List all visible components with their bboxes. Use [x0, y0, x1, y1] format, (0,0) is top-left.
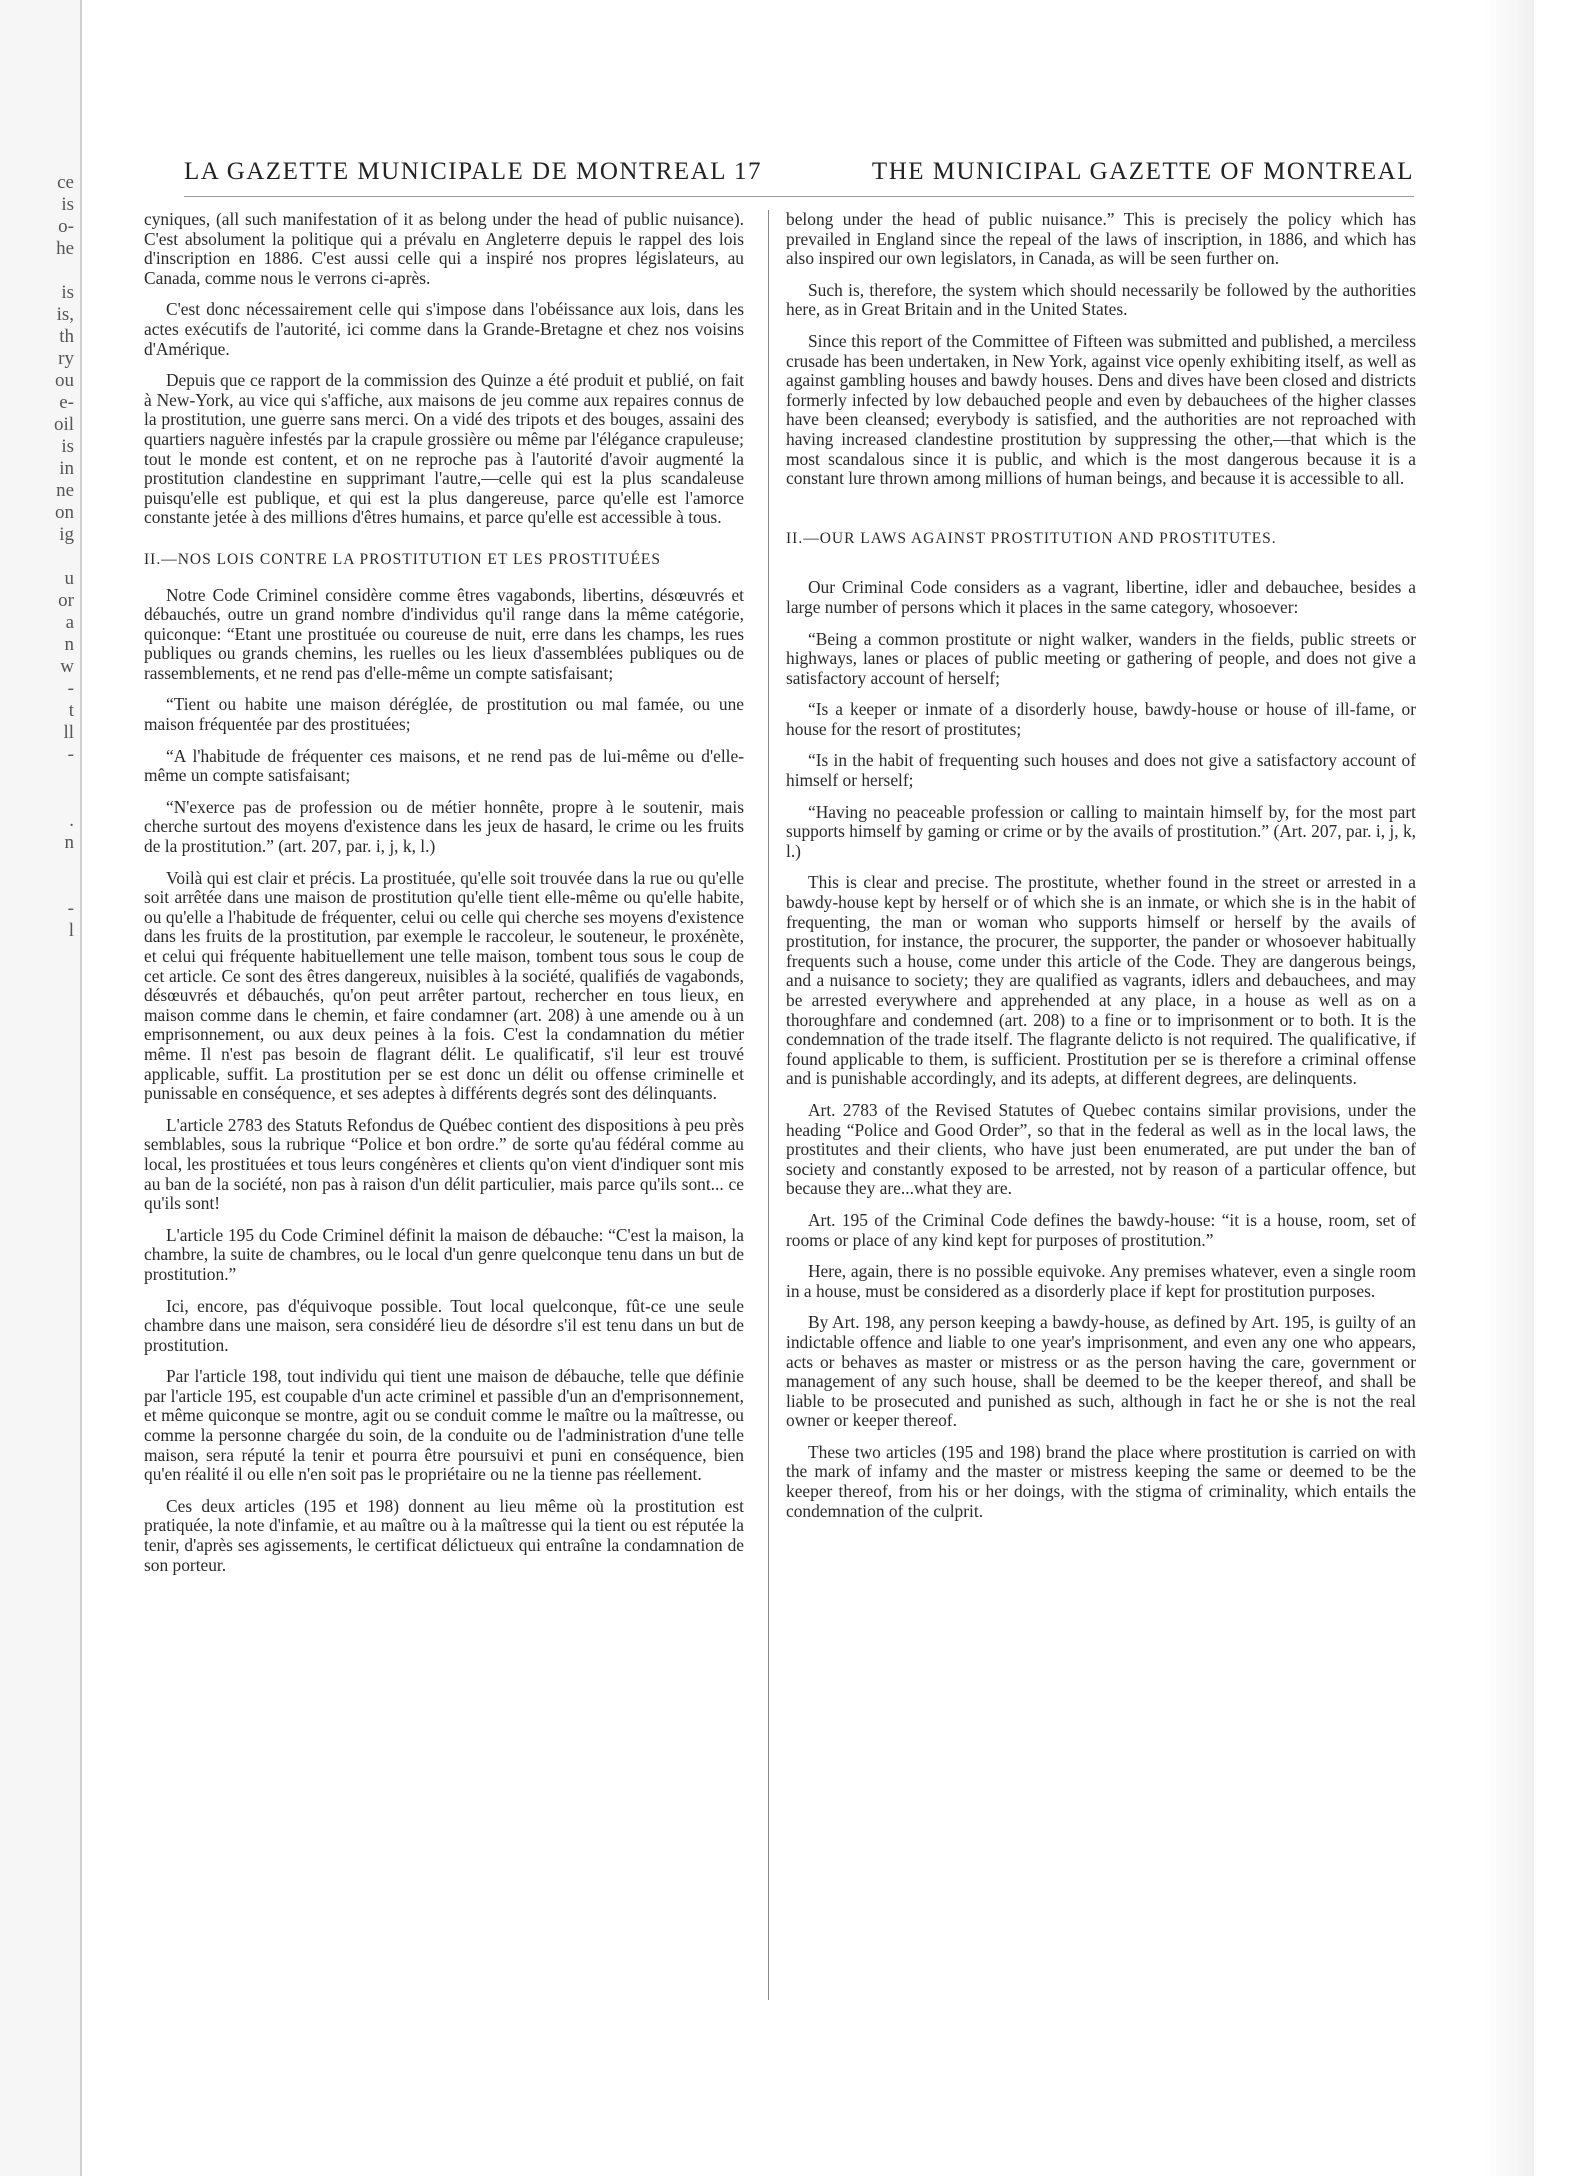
previous-page-fragment: n: [64, 634, 74, 655]
previous-page-fragment: is: [61, 194, 74, 215]
previous-page-fragment: ig: [59, 524, 74, 545]
french-column: [144, 210, 744, 2050]
previous-page-fragment: ou: [55, 370, 74, 391]
english-paragraph: belong under the head of public nuisance.” This is precisely the policy which has prevailed in England since the repeal of the laws of inscription, in 1886, and which has also inspired our own legislators, in Canada, as will be seen further on.: [786, 210, 1416, 269]
english-paragraph: “Being a common prostitute or night walker, wanders in the fields, public streets or highways, lanes or places of public meeting or gathering of people, and does not give a satisfactory account of herself;: [786, 628, 1416, 688]
previous-page-fragment: o-: [58, 216, 74, 237]
french-paragraph: L'article 2783 des Statuts Refondus de Québec contient des dispositions à peu près semblables, sous la rubrique “Police et bon ordre.” de sorte qu'au fédéral comme au local, les prostituées et tous leurs congénères et clients qu'on vient d'indiquer sont mis au ban de la société, non pas à raison d'un délit particulier, mais parce qu'ils sont... ce qu'ils sont!: [144, 1114, 744, 1214]
english-paragraph: Our Criminal Code considers as a vagrant, libertine, idler and debauchee, besides a large number of persons which it places in the same category, whosoever:: [786, 577, 1416, 617]
previous-page-fragment: l: [68, 920, 74, 941]
page-header: [184, 152, 1414, 197]
french-paragraph: Voilà qui est clair et précis. La prostituée, qu'elle soit trouvée dans la rue ou qu'elle soit arrêtée dans une maison de prostitution qu'elle tient elle-même ou qu'elle habite, ou qu'elle a l'habitude de fréquenter, celui ou celle qui cherche ses moyens d'existence dans les fruits de la prostitution, par exemple le raccoleur, le souteneur, le proxénète, et celui qui fréquente habituellement une telle maison, tombent tous sous le coup de cet article. Ce sont des êtres dangereux, nuisibles à la société, qualifiés de vagabonds, désœuvrés et débauchés, qu'on peut arrêter partout, rechercher en tous lieux, en maison comme dans le chemin, et faire condamner (art. 208) à une amende ou à un emprisonnement, ou aux deux peines à la fois. C'est la condamnation du métier même. Il n'est pas besoin de flagrant délit. Le qualificatif, s'il leur est trouvé applicable, suffit. La prostitution per se est donc un délit ou offense criminelle et punissable en conséquence, et ses adeptes à différents degrés sont des délinquants.: [144, 867, 744, 1104]
previous-page-fragment: -: [67, 744, 74, 765]
english-paragraph: This is clear and precise. The prostitute, whether found in the street or arrested in a bawdy-house kept by herself or of which she is an inmate, or which she is in the habit of frequenting, the man or woman who supports himself or herself by the avails of prostitution, for instance, the procurer, the supporter, the pander or whosoever habitually frequents such a house, come under this article of the Code. They are dangerous beings, and a nuisance to society; they are qualified as vagrants, idlers and debauchees, and may be arrested everywhere and apprehended at any place, in a house as well as on a thoroughfare and condemned (art. 208) to a fine or to imprisonment or to both. It is the condemnation of the trade itself. The flagrante delicto is not required. The qualificative, if found applicable to them, is sufficient. Prostitution per se is therefore a criminal offense and is punishable accordingly, and its adepts, at different degrees, are delinquents.: [786, 872, 1416, 1089]
previous-page-fragment: -: [67, 898, 74, 919]
french-paragraph: C'est donc nécessairement celle qui s'impose dans l'obéissance aux lois, dans les actes exécutifs de l'autorité, ici comme dans la Grande-Bretagne et chez nos voisins d'Amérique.: [144, 299, 744, 359]
previous-page-fragment: a: [65, 612, 74, 633]
french-paragraph: “Tient ou habite une maison déréglée, de prostitution ou mal famée, ou une maison fréquentée par des prostituées;: [144, 694, 744, 735]
english-paragraph: “Having no peaceable profession or calling to maintain himself by, for the most part supports himself by gaming or crime or by the avails of prostitution.” (Art. 207, par. i, j, k, l.): [786, 801, 1416, 861]
previous-page-fragment: on: [55, 502, 74, 523]
english-section-heading: II.—OUR LAWS AGAINST PROSTITUTION AND PROSTITUTES.: [786, 529, 1277, 547]
previous-page-fragment: he: [56, 238, 74, 259]
french-paragraph: Notre Code Criminel considère comme êtres vagabonds, libertins, désœuvrés et débauchés, outre un grand nombre d'individus qu'il range dans la même catégorie, quiconque: “Etant une prostituée ou coureuse de nuit, erre dans les champs, les rues publiques ou grands chemins, les ruelles ou les lieux d'assemblées publiques ou de rassemblements, et ne rend pas d'elle-même un compte satisfaisant;: [144, 584, 744, 683]
english-paragraph: Such is, therefore, the system which should necessarily be followed by the authorities here, as in Great Britain and in the United States.: [786, 279, 1416, 320]
previous-page-fragment: ne: [56, 480, 74, 501]
previous-page-fragment: .: [69, 810, 74, 831]
english-paragraph: These two articles (195 and 198) brand the place where prostitution is carried on with the mark of infamy and the master or mistress keeping the same or deemed to be the keeper thereof, from his or her doings, with the stigma of criminality, which entails the condemnation of the culprit.: [786, 1441, 1416, 1521]
column-divider: [768, 210, 769, 2000]
english-paragraph: “Is in the habit of frequenting such houses and does not give a satisfactory account of himself or herself;: [786, 750, 1416, 791]
french-paragraph: Depuis que ce rapport de la commission des Quinze a été produit et publié, on fait à New-York, au vice qui s'affiche, aux maisons de jeu comme aux repaires connus de la prostitution, une guerre sans merci. On a vidé des tripots et des bouges, assaini des quartiers naguère infestés par la crapule grossière ou même par l'élégance crapuleuse; tout le monde est content, et on ne reproche pas à l'autorité d'avoir augmenté la prostitution clandestine en supprimant l'autre,—celle qui est la plus scandaleuse puisqu'elle est publique, et qui est la plus dangereuse, parce qu'elle est l'amorce constante jetée à des millions d'êtres humains, et parce qu'elle est accessible à tous.: [144, 370, 744, 528]
english-paragraph: Art. 2783 of the Revised Statutes of Quebec contains similar provisions, under the heading “Police and Good Order”, so that in the federal as well as in the local laws, the prostitutes and their clients, who have just been enumerated, are put under the ban of society and constantly exposed to be arrested, not by reason of a particular offence, but because they are...what they are.: [786, 1099, 1416, 1199]
english-paragraph: Since this report of the Committee of Fifteen was submitted and published, a merciless crusade has been undertaken, in New York, against vice openly exhibiting itself, as well as against gambling houses and bawdy houses. Dens and dives have been closed and districts formerly infected by low debauched people and even by debauchees of the higher classes have been cleansed; everybody is satisfied, and the authorities are not reproached with having increased clandestine prostitution by suppressing the other,—that which is the most scandalous since it is public, and which is the most dangerous because it is a constant lure thrown among millions of human beings, and because it is accessible to all.: [786, 330, 1416, 489]
previous-page-fragment: w: [60, 656, 74, 677]
french-paragraph: L'article 195 du Code Criminel définit la maison de débauche: “C'est la maison, la chambre, la suite de chambres, ou le local d'un genre quelconque tenu dans un but de prostitution.”: [144, 1224, 744, 1284]
french-section-heading: II.—NOS LOIS CONTRE LA PROSTITUTION ET LES PROSTITUÉES: [144, 550, 661, 568]
header-title-french: LA GAZETTE MUNICIPALE DE MONTREAL: [184, 158, 727, 185]
previous-page-fragment: in: [59, 458, 74, 479]
previous-page-fragment: is: [61, 436, 74, 457]
english-paragraph: Here, again, there is no possible equivoke. Any premises whatever, even a single room in a house, must be considered as a disorderly place if kept for prostitution purposes.: [786, 1261, 1416, 1301]
previous-page-fragment: u: [64, 568, 74, 589]
previous-page-fragment: is,: [56, 304, 74, 325]
previous-page-edge: [0, 0, 82, 2176]
page-edge-shadow: [1484, 0, 1534, 2176]
newspaper-page: [84, 0, 1534, 2176]
french-paragraph: Par l'article 198, tout individu qui tient une maison de débauche, telle que définie par l'article 195, est coupable d'un acte criminel et passible d'un an d'emprisonnement, et même quiconque se montre, agit ou se conduit comme le maître ou la maîtresse, ou comme la personne chargée du soin, de la conduite ou de l'administration d'une telle maison, sera réputé la tenir et pourra être poursuivi et puni en conséquence, bien qu'en réalité il ou elle n'en soit pas le propriétaire ou ne la tienne pas réellement.: [144, 1366, 744, 1485]
previous-page-fragment: ll: [63, 722, 74, 743]
english-column: [786, 210, 1416, 2050]
previous-page-fragment: is: [61, 282, 74, 303]
previous-page-fragment: or: [58, 590, 74, 611]
french-paragraph: cyniques, (all such manifestation of it as belong under the head of public nuisance). C'est absolument la politique qui a prévalu en Angleterre depuis le rappel des lois d'inscription en 1886. C'est aussi celle qui a inspiré nos propres législateurs, au Canada, comme nous le verrons ci-après.: [144, 210, 744, 288]
page-number: 17: [734, 158, 762, 185]
french-paragraph: Ces deux articles (195 et 198) donnent au lieu même où la prostitution est pratiquée, la note d'infamie, et au maître ou à la maîtresse qui la tient ou est réputée la tenir, d'après ses agissements, le certificat délictueux qui entraîne la condamnation de son porteur.: [144, 1495, 744, 1575]
french-paragraph: “A l'habitude de fréquenter ces maisons, et ne rend pas de lui-même ou d'elle-même un compte satisfaisant;: [144, 745, 744, 786]
previous-page-fragment: ce: [57, 172, 74, 193]
previous-page-fragment: n: [64, 832, 74, 853]
english-paragraph: By Art. 198, any person keeping a bawdy-house, as defined by Art. 195, is guilty of an indictable offence and liable to one year's imprisonment, and even any one who appears, acts or behaves as master or mistress or as the person having the care, government or management of any such house, shall be deemed to be the keeper thereof, and shall be liable to be prosecuted and punished as such, although in fact he or she is not the real owner or keeper thereof.: [786, 1312, 1416, 1431]
english-paragraph: “Is a keeper or inmate of a disorderly house, bawdy-house or house of ill-fame, or house for the resort of prostitutes;: [786, 699, 1416, 739]
previous-page-fragment: ry: [58, 348, 74, 369]
previous-page-fragment: oil: [53, 414, 74, 435]
english-paragraph: Art. 195 of the Criminal Code defines the bawdy-house: “it is a house, room, set of rooms or place of any kind kept for purposes of prostitution.”: [786, 1209, 1416, 1250]
french-paragraph: Ici, encore, pas d'équivoque possible. Tout local quelconque, fût-ce une seule chambre dans une maison, sera considéré lieu de désordre s'il est tenu dans un but de prostitution.: [144, 1295, 744, 1355]
previous-page-fragment: t: [68, 700, 74, 721]
header-title-english: THE MUNICIPAL GAZETTE OF MONTREAL: [871, 158, 1414, 185]
previous-page-fragment: -: [67, 678, 74, 699]
previous-page-fragment: th: [59, 326, 74, 347]
previous-page-fragment: e-: [59, 392, 74, 413]
french-paragraph: “N'exerce pas de profession ou de métier honnête, propre à le soutenir, mais cherche surtout des moyens d'existence dans les jeux de hasard, le crime ou les fruits de la prostitution.” (art. 207, par. i, j, k, l.): [144, 796, 744, 857]
